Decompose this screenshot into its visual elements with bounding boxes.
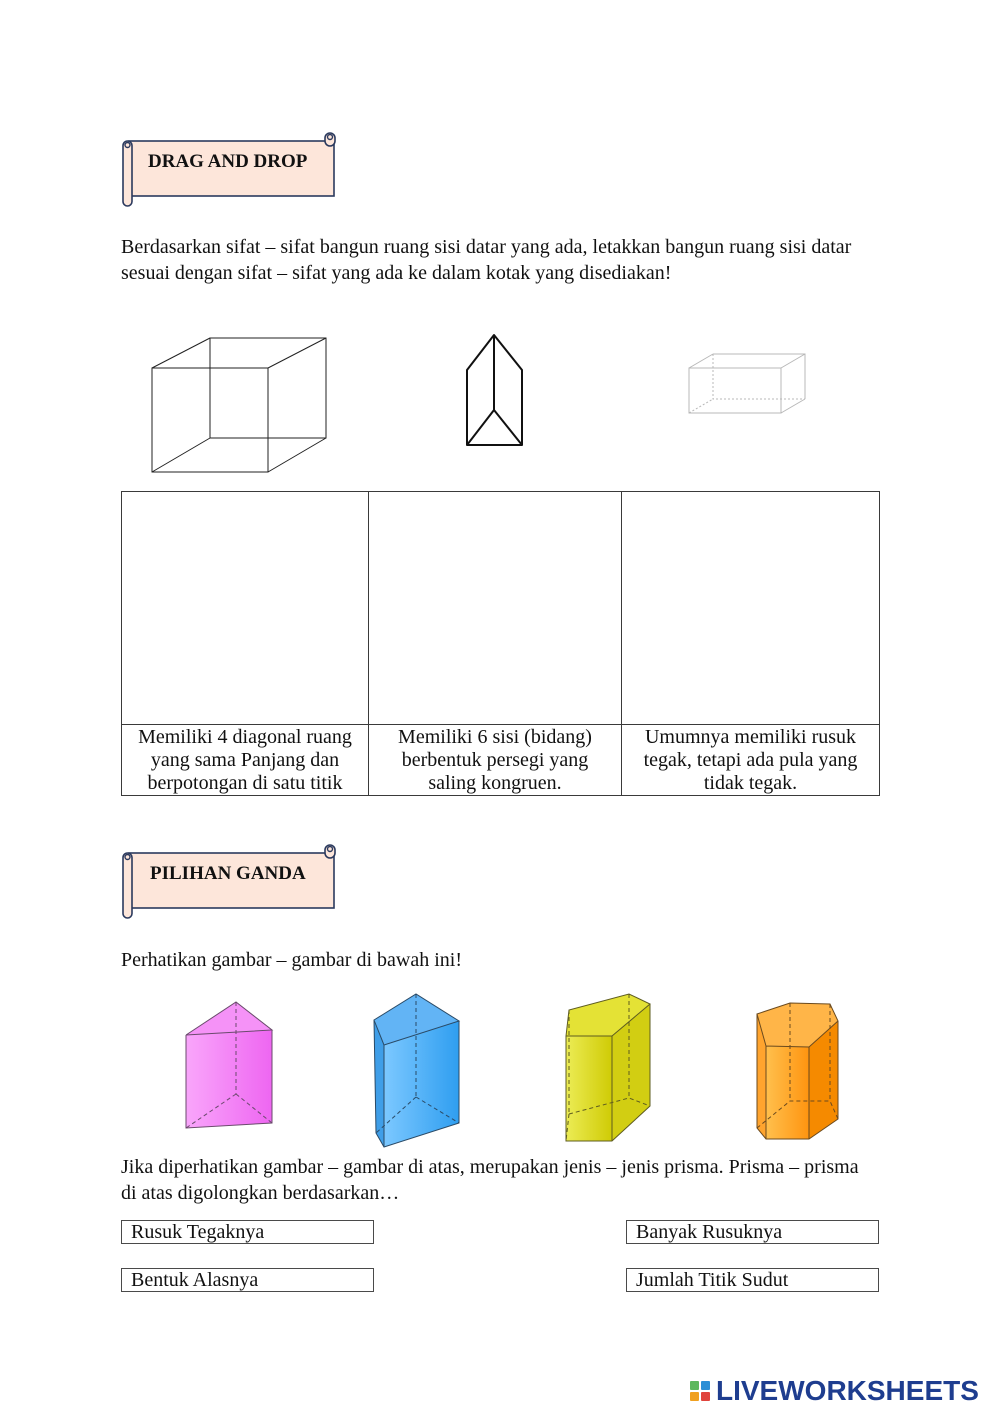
drop-zone-2[interactable] xyxy=(369,492,622,725)
liveworksheets-logo-icon xyxy=(690,1381,710,1401)
drop-zone-caption-1: Memiliki 4 diagonal ruang yang sama Panjang dan berpotongan di satu titik xyxy=(122,725,369,796)
yellow-pentagonal-prism-icon xyxy=(562,990,654,1145)
blue-quadrilateral-prism-icon xyxy=(370,990,463,1151)
orange-hexagonal-prism-icon xyxy=(752,1000,842,1144)
liveworksheets-logo-text: LIVEWORKSHEETS xyxy=(716,1375,979,1406)
multiple-choice-question: Jika diperhatikan gambar – gambar di atas, merupakan jenis – jenis prisma. Prisma – prisma di atas digolongkan berdasarkan… xyxy=(121,1156,859,1204)
triangular-prism-edges xyxy=(467,335,522,445)
cube-shape-icon[interactable] xyxy=(150,336,328,474)
drop-zone-caption-3: Umumnya memiliki rusuk tegak, tetapi ada pula yang tidak tegak. xyxy=(622,725,880,796)
cuboid-edges xyxy=(689,354,805,413)
drop-zone-row xyxy=(122,492,880,725)
option-banyak-rusuknya[interactable]: Banyak Rusuknya xyxy=(626,1220,879,1244)
liveworksheets-logo xyxy=(690,1376,979,1406)
drag-and-drop-instruction: Berdasarkan sifat – sifat bangun ruang sisi datar yang ada, letakkan bangun ruang sisi datar sesuai dengan sifat – sifat yang ada ke dalam kotak yang disediakan! xyxy=(121,236,852,284)
option-jumlah-titik-sudut[interactable]: Jumlah Titik Sudut xyxy=(626,1268,879,1292)
option-rusuk-tegaknya[interactable]: Rusuk Tegaknya xyxy=(121,1220,374,1244)
drop-zone-1[interactable] xyxy=(122,492,369,725)
drop-zone-caption-2: Memiliki 6 sisi (bidang) berbentuk persegi yang saling kongruen. xyxy=(369,725,622,796)
drag-and-drop-banner xyxy=(120,131,338,209)
cuboid-shape-icon[interactable] xyxy=(686,351,808,417)
caption-row xyxy=(122,725,880,796)
option-bentuk-alasnya[interactable]: Bentuk Alasnya xyxy=(121,1268,374,1292)
multiple-choice-banner xyxy=(120,843,338,921)
drop-zone-3[interactable] xyxy=(622,492,880,725)
triangular-prism-shape-icon[interactable] xyxy=(464,332,525,448)
cube-edges xyxy=(152,338,326,472)
magenta-triangular-prism-icon xyxy=(182,998,276,1132)
multiple-choice-prompt: Perhatikan gambar – gambar di bawah ini! xyxy=(121,949,462,971)
drag-and-drop-title: DRAG AND DROP xyxy=(148,151,308,172)
multiple-choice-title: PILIHAN GANDA xyxy=(150,863,306,884)
drop-zone-table xyxy=(121,491,880,796)
